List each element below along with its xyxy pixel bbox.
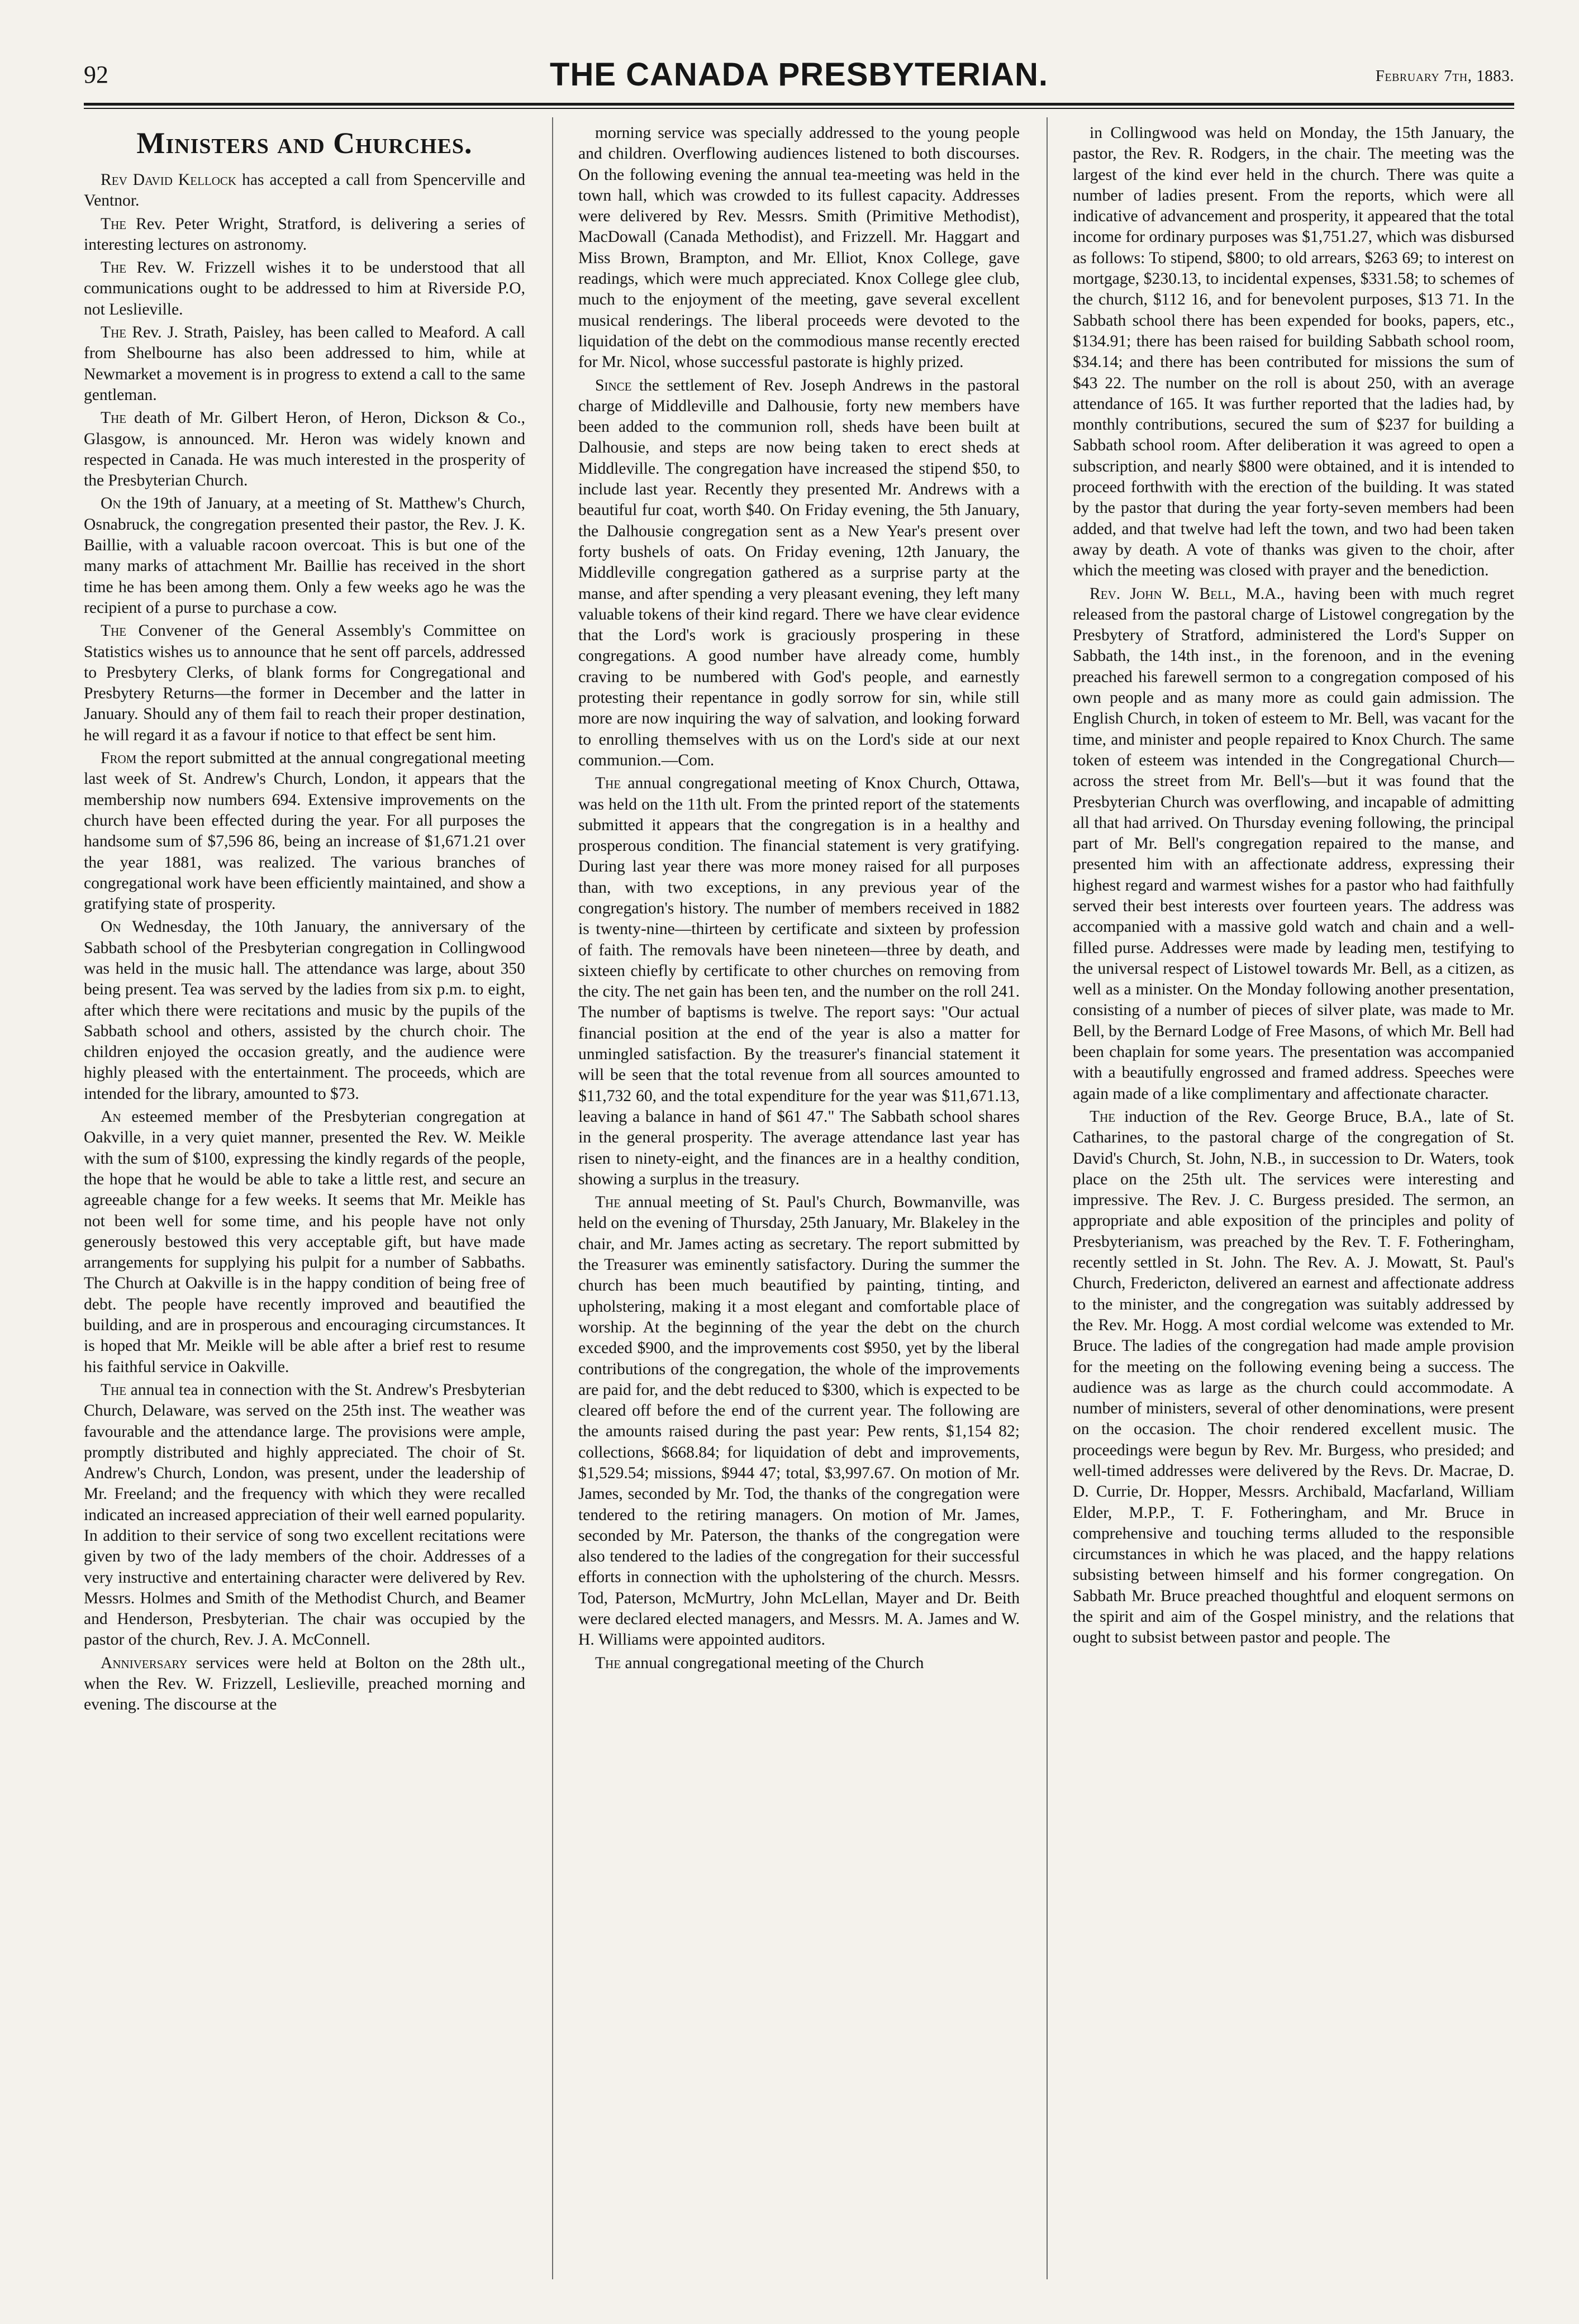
- news-item: [578, 375, 1020, 772]
- news-item-text: annual tea in connection with the St. Andrew's Presbyterian Church, Delaware, was served on the 25th inst. The weather was favourable and the attendance large. The provisions were ample, promptly distributed and highly appreciated. The choir of St. Andrew's Church, London, was present, under the leadership of Mr. Freeland; and the frequency with which they were recalled indicated an increased appreciation of their well earned popularity. In addition to their service of song two excellent recitations were given by two of the lady members of the choir. Addresses of a very instructive and entertaining character were delivered by Rev. Messrs. Holmes and Smith of the Methodist Church, and Beamer and Henderson, Presbyterian. The chair was occupied by the pastor of the church, Rev. J. A. McConnell.: [84, 1380, 525, 1649]
- news-item: [84, 1653, 525, 1716]
- news-item: [84, 621, 525, 746]
- news-item-lead: From: [101, 749, 137, 768]
- news-item: [84, 214, 525, 256]
- news-item-text: the report submitted at the annual congregational meeting last week of St. Andrew's Church, London, it appears that the membership now numbers 694. Extensive improvements on the church have been effected during the year. For all purposes the handsome sum of $7,596 86, being an increase of $1,671.21 over the year 1881, was realized. The various branches of congregational work have been efficiently maintained, and show a gratifying state of prosperity.: [84, 749, 525, 913]
- masthead: [84, 56, 1514, 95]
- column-3: [1073, 123, 1514, 2279]
- news-item-lead: The: [101, 1380, 127, 1399]
- news-item-lead: The: [101, 622, 127, 640]
- news-item: [578, 123, 1020, 373]
- news-item-lead: An: [101, 1108, 121, 1126]
- news-item-lead: Rev. John W. Bell: [1090, 584, 1232, 603]
- page-number: 92: [84, 61, 108, 88]
- column-2-body: [578, 123, 1020, 1674]
- news-item-lead: Rev David Kellock: [101, 171, 237, 189]
- issue-date: February 7th, 1883.: [1375, 67, 1514, 85]
- news-item-text: annual congregational meeting of the Church: [621, 1654, 924, 1672]
- news-item: [84, 748, 525, 915]
- news-item-text: Rev. J. Strath, Paisley, has been called to Meaford. A call from Shelbourne has also been addressed to him, while at Newmarket a movement is in progress to extend a call to the same gentleman.: [84, 323, 525, 404]
- news-item: [84, 493, 525, 618]
- journal-title: THE CANADA PRESBYTERIAN.: [550, 56, 1048, 93]
- news-item-text: annual meeting of St. Paul's Church, Bowmanville, was held on the evening of Thursday, 25th January, Mr. Blakeley in the chair, and Mr. James acting as secretary. The report submitted by the Treasurer was eminently satisfactory. During the summer the church has been much beautified by painting, tinting, and upholstering, making it a most elegant and comfortable place of worship. At the beginning of the year the debt on the church exceded $900, and the improvements cost $950, yet by the liberal contributions of the congregation, the whole of the improvements are paid for, and the debt reduced to $300, which is expected to be cleared off before the end of the current year. The following are the amounts raised during the past year: Pew rents, $1,154 82; collections, $668.84; for liquidation of debt and improvements, $1,529.54; missions, $944 47; total, $3,997.67. On motion of Mr. James, seconded by Mr. Tod, the thanks of the congregation were tendered to the retiring managers. On motion of Mr. James, seconded by Mr. Paterson, the thanks of the congregation were also tendered to the ladies of the congregation for their successful efforts in connection with the upholstering of the church. Messrs. Tod, Paterson, McMurtry, John McLellan, Mayer and Dr. Beith were declared elected managers, and Messrs. M. A. James and W. H. Williams were appointed auditors.: [578, 1193, 1020, 1649]
- news-item-text: services were held at Bolton on the 28th ult., when the Rev. W. Frizzell, Leslieville, preached morning and evening. The discourse at the: [84, 1654, 525, 1714]
- news-item-lead: The: [595, 1654, 621, 1672]
- column-divider: [552, 117, 553, 2279]
- news-item-text: in Collingwood was held on Monday, the 15th January, the pastor, the Rev. R. Rodgers, in the chair. The meeting was the largest of the kind ever held in the church. There was quite a number of ladies present. From the reports, which were all indicative of advancement and prosperity, it appeared that the total income for ordinary purposes was $1,751.27, which was disbursed as follows: To stipend, $800; to old arrears, $263 69; to interest on mortgage, $230.13, to incidental expenses, $331.58; to schemes of the church, $112 16, and for benevolent purposes, $13 71. In the Sabbath school there has been expended for books, papers, etc., $134.91; there has been raised for building Sabbath school room, $34.14; and there has been contributed for missions the sum of $43 22. The number on the roll is about 250, with an average attendance of 165. It was further reported that the ladies had, by monthly contributions, secured the sum of $237 for building a Sabbath school room. After deliberation it was agreed to open a subscription, and nearly $800 were obtained, and it is intended to proceed forthwith with the erection of the building. It was stated by the pastor that during the year forty-seven members had been added, and that twelve had left the town, and two had been taken away by death. A vote of thanks was given to the choir, after which the meeting was closed with prayer and the benediction.: [1073, 124, 1514, 580]
- news-item-lead: The: [1090, 1107, 1116, 1126]
- masthead-rule-thick: [84, 103, 1514, 106]
- column-1: [84, 123, 525, 2279]
- section-heading: Ministers and Churches.: [136, 126, 473, 160]
- news-item-text: death of Mr. Gilbert Heron, of Heron, Dickson & Co., Glasgow, is announced. Mr. Heron was widely known and respected in Canada. He was much interested in the prosperity of the Presbyterian Church.: [84, 409, 525, 490]
- news-item-text: the 19th of January, at a meeting of St. Matthew's Church, Osnabruck, the congregation presented their pastor, the Rev. J. K. Baillie, with a valuable racoon overcoat. This is but one of the many marks of attachment Mr. Baillie has received in the short time he has been among them. Only a few weeks ago he was the recipient of a purse to purchase a cow.: [84, 494, 525, 617]
- news-item-lead: The: [101, 323, 127, 342]
- news-item: [84, 170, 525, 212]
- news-item-text: esteemed member of the Presbyterian congregation at Oakville, in a very quiet manner, presented the Rev. W. Meikle with the sum of $100, expressing the kindly regards of the people, the hope that he would be able to take a little rest, and secure an agreeable change for a few weeks. It seems that Mr. Meikle has not been well for some time, and his people have not only generously bestowed this very acceptable gift, but have made arrangements for supplying his pulpit for a number of Sabbaths. The Church at Oakville is in the happy condition of being free of debt. The people have recently improved and beautified the building, and are in prosperous and encouraging circumstances. It is hoped that Mr. Meikle will be able after a brief rest to resume his faithful service in Oakville.: [84, 1108, 525, 1376]
- news-item-text: , M.A., having been with much regret released from the pastoral charge of Listowel congregation by the Presbytery of Stratford, administered the Lord's Supper on Sabbath, the 14th inst., in the forenoon, and in the evening preached his farewell sermon to a congregation composed of his own people and as many more as could gain admission. The English Church, in token of esteem to Mr. Bell, was vacant for the time, and minister and people repaired to Knox Church. The same token of esteem was intended in the Congregational Church—across the street from Mr. Bell's—but it was found that the Presbyterian Church was overflowing, and incapable of admitting all that had arrived. On Thursday evening following, the principal part of Mr. Bell's congregation repaired to the manse, and presented him with an affectionate address, expressing their highest regard and warmest wishes for a pastor who had faithfully served their best interests over fourteen years. The address was accompanied with a massive gold watch and chain and a well-filled purse. Addresses were made by leading men, testifying to the universal respect of Listowel towards Mr. Bell, as a citizen, as well as a minister. On the Monday following another presentation, consisting of a number of pieces of silver plate, was made to Mr. Bell, by the Bernard Lodge of Free Masons, of which Mr. Bell had been chaplain for some years. The presentation was accompanied with a beautifully engrossed and framed address. Speeches were again made of a like complimentary and affectionate character.: [1073, 584, 1514, 1103]
- news-item: [84, 917, 525, 1104]
- news-item-text: induction of the Rev. George Bruce, B.A., late of St. Catharines, to the pastoral charge of the congregation of St. David's Church, St. John, N.B., in succession to Dr. Waters, took place on the 25th ult. The services were interesting and impressive. The Rev. J. C. Burgess presided. The sermon, an appropriate and able exposition of the principles and polity of Presbyterianism, was preached by the Rev. T. F. Fotheringham, recently settled in St. John. The Rev. A. J. Mowatt, St. Paul's Church, Fredericton, delivered an earnest and affectionate address to the minister, and the congregation was suitably addressed by the Rev. Mr. Hogg. A most cordial welcome was extended to Mr. Bruce. The ladies of the congregation had made ample provision for the meeting on the following evening being a success. The audience was as large as the church could accommodate. A number of ministers, several of other denominations, were present on the occasion. The choir rendered excellent music. The proceedings were begun by Rev. Mr. Burgess, who presided; and well-timed addresses were delivered by the Revs. Dr. Macrae, D. D. Currie, Dr. Hopper, Messrs. Archibald, Macfarland, William Elder, M.P.P., T. F. Fotheringham, and Mr. Bruce in comprehensive and touching terms alluded to the responsible circumstances in which he was placed, and the happy relations subsisting between himself and his former congregation. On Sabbath Mr. Bruce preached thoughtful and eloquent sermons on the spirit and aim of the Gospel ministry, and the relations that ought to subsist between pastor and people. The: [1073, 1107, 1514, 1647]
- news-item: [578, 773, 1020, 1190]
- news-item: [84, 1380, 525, 1651]
- news-item: [1073, 123, 1514, 582]
- news-item-text: Rev. Peter Wright, Stratford, is delivering a series of interesting lectures on astronomy.: [84, 215, 525, 254]
- news-item-lead: The: [101, 259, 127, 277]
- news-item-lead: On: [101, 494, 121, 513]
- news-item-text: Convener of the General Assembly's Committee on Statistics wishes us to announce that he sent off parcels, addressed to Presbytery Clerks, of blank forms for Congregational and Presbytery Returns—the former in December and the latter in January. Should any of them fail to reach their proper destination, he will regard it as a favour if notice to that effect be sent him.: [84, 622, 525, 744]
- news-item-text: Rev. W. Frizzell wishes it to be understood that all communications ought to be addressed to him at Riverside P.O, not Leslieville.: [84, 259, 525, 318]
- news-item: [1073, 584, 1514, 1104]
- news-item-lead: On: [101, 918, 121, 936]
- newspaper-page: [84, 56, 1514, 2285]
- news-item-lead: The: [595, 1193, 621, 1212]
- news-item-lead: The: [595, 774, 621, 793]
- news-item-lead: Since: [595, 376, 632, 394]
- news-item: [1073, 1107, 1514, 1649]
- news-item-text: Wednesday, the 10th January, the anniversary of the Sabbath school of the Presbyterian congregation in Collingwood was held in the music hall. The attendance was large, about 350 being present. Tea was served by the ladies from six p.m. to eight, after which there were recitations and music by the pupils of the Sabbath school and others, assisted by the church choir. The children enjoyed the occasion greatly, and the audience were highly pleased with the entertainment. The proceeds, which are intended for the library, amounted to $73.: [84, 918, 525, 1103]
- masthead-rule-thin: [84, 108, 1514, 109]
- news-item-lead: The: [101, 215, 127, 233]
- column-divider: [1047, 117, 1048, 2279]
- news-item: [84, 1107, 525, 1378]
- news-item-text: the settlement of Rev. Joseph Andrews in the pastoral charge of Middleville and Dalhousie, forty new members have been added to the communion roll, sheds have been built at Dalhousie, and steps are now being taken to erect sheds at Middleville. The congregation have increased the stipend $50, to include last year. Recently they presented Mr. Andrews with a beautiful fur coat, worth $40. On Friday evening, the 5th January, the Dalhousie congregation sent as a New Year's present over forty bushels of oats. On Friday evening, 12th January, the Middleville congregation gathered as a surprise party at the manse, and after spending a very pleasant evening, they left many valuable tokens of their kind regard. There we have clear evidence that the Lord's work is graciously prospering in these congregations. A good number have already come, humbly craving to be numbered with God's people, and earnestly protesting their repentance in godly sorrow for sin, while still more are now inquiring the way of salvation, and looking forward to enrolling themselves with us on the Lord's side at our next communion.—Com.: [578, 376, 1020, 769]
- news-item: [84, 258, 525, 320]
- news-item-lead: Anniversary: [101, 1654, 188, 1672]
- news-item-lead: The: [101, 409, 127, 427]
- news-item: [84, 322, 525, 406]
- column-3-body: [1073, 123, 1514, 1649]
- news-item: [84, 408, 525, 491]
- news-item-text: has accepted a call from Spencerville and Ventnor.: [84, 171, 525, 210]
- column-2: [578, 123, 1020, 2279]
- news-item: [578, 1653, 1020, 1674]
- news-item: [578, 1192, 1020, 1651]
- news-item-text: annual congregational meeting of Knox Church, Ottawa, was held on the 11th ult. From the printed report of the statements submitted it appears that the congregation is in a healthy and prosperous condition. The financial statement is very gratifying. During last year there was more money raised for all purposes than, with two exceptions, in any previous year of the congregation's history. The number of members received in 1882 is twenty-nine—thirteen by certificate and sixteen by profession of faith. The removals have been nineteen—three by death, and sixteen chiefly by certificate to other churches on removing from the city. The net gain has been ten, and the number on the roll 241. The number of baptisms is twelve. The report says: "Our actual financial position at the end of the year is also a matter for unmingled satisfaction. By the treasurer's financial statement it will be seen that the total revenue from all sources amounted to $11,732 60, and the total expenditure for the year was $11,671.13, leaving a balance in hand of $61 47." The Sabbath school shares in the general prosperity. The average attendance last year has risen to ninety-eight, and the finances are in a healthy condition, showing a surplus in the treasury.: [578, 774, 1020, 1188]
- column-1-body: [84, 170, 525, 1716]
- news-item-text: morning service was specially addressed to the young people and children. Overflowing audiences listened to both discourses. On the following evening the annual tea-meeting was held in the town hall, which was crowded to its fullest capacity. Addresses were delivered by Rev. Messrs. Smith (Primitive Methodist), MacDowall (Canada Methodist), and Frizzell. Mr. Haggart and Miss Brown, Brampton, and Mr. Elliot, Knox College, gave readings, which were much appreciated. Knox College glee club, much to the enjoyment of the meeting, gave several excellent musical renderings. The liberal proceeds were devoted to the liquidation of the debt on the commodious manse recently erected for Mr. Nicol, whose successful pastorate is highly prized.: [578, 124, 1020, 372]
